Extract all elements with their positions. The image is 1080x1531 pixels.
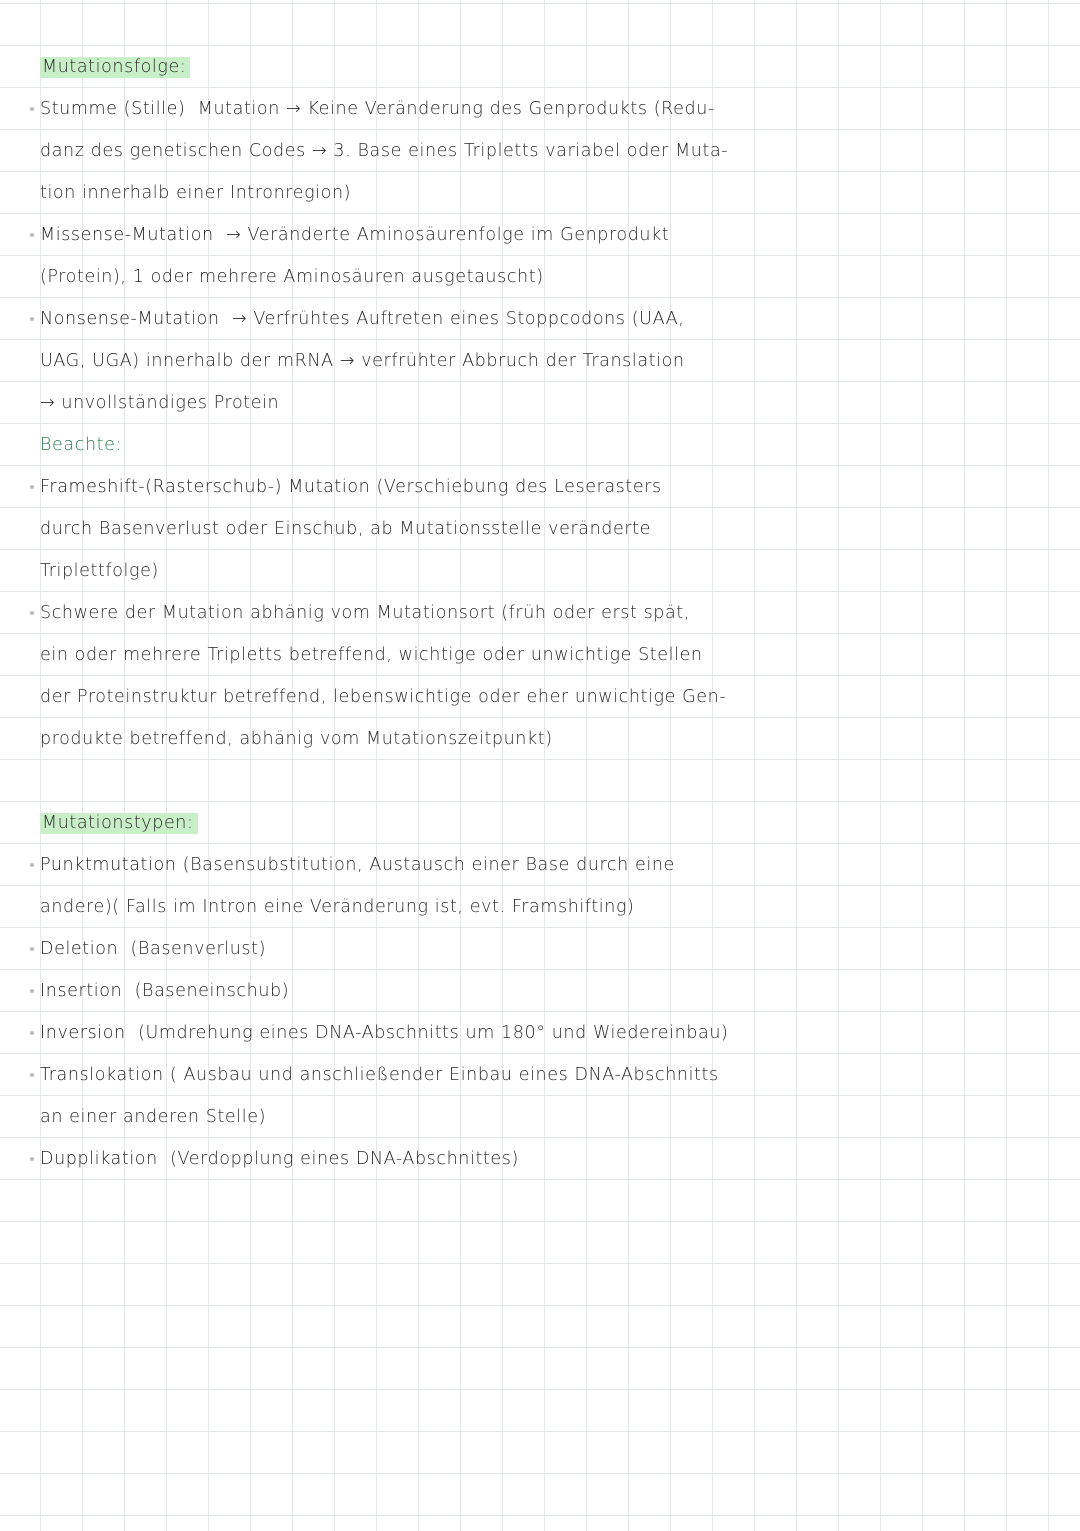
- frameshift-term: Frameshift-(Rasterschub-) Mutation: [40, 477, 371, 497]
- heading-beachte-text: Beachte:: [40, 435, 122, 455]
- frameshift-line-1-rest: (Verschiebung des Leserasters: [376, 477, 662, 497]
- translokation-line-2: an einer anderen Stelle): [40, 1107, 266, 1127]
- stumme-term: Stumme (Stille): [40, 99, 186, 119]
- heading-mutationsfolge: [40, 52, 1050, 82]
- punkt-line-1-rest: (Basensubstitution, Austausch einer Base durch eine: [182, 855, 675, 875]
- inversion-line: [40, 1018, 1050, 1048]
- frameshift-line-1: [40, 472, 1050, 502]
- bullet-icon: [30, 611, 34, 615]
- insertion-rest: (Baseneinschub): [134, 981, 290, 1001]
- bullet-icon: [30, 485, 34, 489]
- punkt-line-2: andere)( Falls im Intron eine Veränderung ist, evt. Framshifting): [40, 897, 635, 917]
- deletion-term: Deletion: [40, 939, 119, 959]
- inversion-rest: (Umdrehung eines DNA-Abschnitts um 180° und Wiedereinbau): [138, 1023, 729, 1043]
- schwere-line-3: der Proteinstruktur betreffend, lebenswichtige oder eher unwichtige Gen-: [40, 687, 727, 707]
- heading-beachte: [40, 430, 1050, 460]
- bullet-icon: [30, 1031, 34, 1035]
- missense-line-1-rest: → Veränderte Aminosäurenfolge im Genprodukt: [226, 225, 670, 245]
- bullet-icon: [30, 317, 34, 321]
- duplikation-term: Dupplikation: [40, 1149, 158, 1169]
- punkt-line-1: [40, 850, 1050, 880]
- deletion-rest: (Basenverlust): [130, 939, 266, 959]
- heading-mutationsfolge-text: Mutationsfolge:: [40, 57, 190, 78]
- schwere-line-2: ein oder mehrere Tripletts betreffend, wichtige oder unwichtige Stellen: [40, 645, 703, 665]
- insertion-term: Insertion: [40, 981, 123, 1001]
- bullet-icon: [30, 863, 34, 867]
- frameshift-line-3: Triplettfolge): [40, 561, 159, 581]
- missense-line-2: (Protein), 1 oder mehrere Aminosäuren ausgetauscht): [40, 267, 544, 287]
- stumme-line-3: tion innerhalb einer Intronregion): [40, 183, 352, 203]
- heading-mutationstypen-text: Mutationstypen:: [40, 813, 198, 834]
- bullet-icon: [30, 1073, 34, 1077]
- stumme-line-1: [40, 94, 1050, 124]
- translokation-term: Translokation: [40, 1065, 164, 1085]
- schwere-line-4: produkte betreffend, abhänig vom Mutationszeitpunkt): [40, 729, 553, 749]
- frameshift-line-2: durch Basenverlust oder Einschub, ab Mutationsstelle veränderte: [40, 519, 652, 539]
- deletion-line: [40, 934, 1050, 964]
- missense-line-1: [40, 220, 1050, 250]
- duplikation-rest: (Verdopplung eines DNA-Abschnittes): [170, 1149, 519, 1169]
- nonsense-line-1: [40, 304, 1050, 334]
- inversion-term: Inversion: [40, 1023, 126, 1043]
- bullet-icon: [30, 989, 34, 993]
- bullet-icon: [30, 1157, 34, 1161]
- duplikation-line: [40, 1144, 1050, 1174]
- missense-term: Missense-Mutation: [40, 225, 214, 245]
- heading-mutationstypen: [40, 808, 1050, 838]
- bullet-icon: [30, 107, 34, 111]
- nonsense-line-3: → unvollständiges Protein: [40, 393, 280, 413]
- translokation-line-1: [40, 1060, 1050, 1090]
- insertion-line: [40, 976, 1050, 1006]
- nonsense-line-1-rest: → Verfrühtes Auftreten eines Stoppcodons (UAA,: [231, 309, 685, 329]
- schwere-line-1: Schwere der Mutation abhänig vom Mutationsort (früh oder erst spät,: [40, 603, 690, 623]
- bullet-icon: [30, 947, 34, 951]
- stumme-line-1-rest: Mutation → Keine Veränderung des Genprodukts (Redu-: [197, 99, 715, 119]
- bullet-icon: [30, 233, 34, 237]
- nonsense-line-2: UAG, UGA) innerhalb der mRNA → verfrühter Abbruch der Translation: [40, 351, 685, 371]
- stumme-line-2: danz des genetischen Codes → 3. Base eines Tripletts variabel oder Muta-: [40, 141, 729, 161]
- nonsense-term: Nonsense-Mutation: [40, 309, 220, 329]
- translokation-line-1-rest: ( Ausbau und anschließender Einbau eines DNA-Abschnitts: [169, 1065, 719, 1085]
- punkt-term: Punktmutation: [40, 855, 177, 875]
